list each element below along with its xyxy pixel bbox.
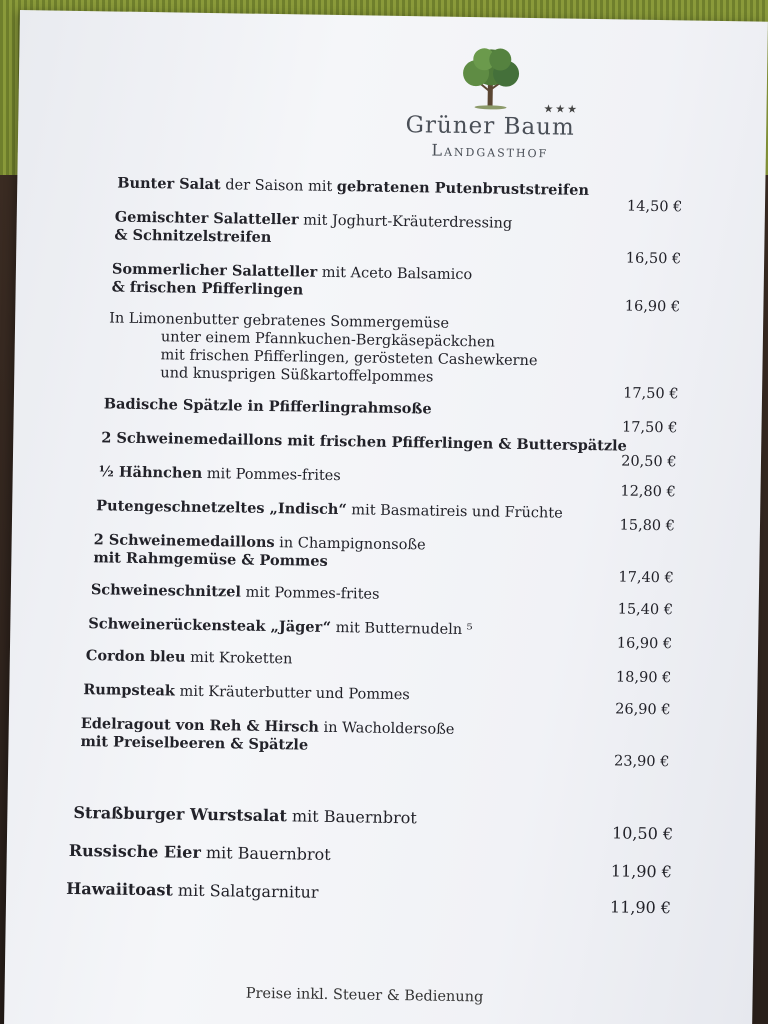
star-rating: ★★★: [543, 102, 580, 116]
menu-item: [10, 646, 710, 687]
dish-text: Russische Eier: [68, 840, 201, 862]
dish-price: 18,90 €: [615, 669, 672, 687]
dish-line: [96, 497, 566, 522]
restaurant-name: Grüner Baum ★★★: [405, 102, 580, 141]
dish-description: [101, 429, 627, 455]
menu-item: [12, 530, 712, 587]
menu-item: [14, 394, 714, 437]
dish-description: [117, 174, 590, 200]
dish-description: [91, 581, 561, 606]
tree-icon: [455, 45, 526, 112]
dish-text: Straßburger Wurstsalat: [73, 802, 288, 826]
menu-item: [15, 308, 715, 403]
dish-text: ½ Hähnchen: [98, 463, 203, 482]
dish-description: [80, 715, 551, 758]
dish-text: mit Pommes-frites: [202, 465, 341, 485]
menu-item: [11, 614, 711, 653]
dish-line: [66, 879, 536, 906]
dish-price: 17,40 €: [618, 569, 674, 587]
dish-line: [73, 803, 543, 830]
dish-description: [99, 463, 569, 488]
dish-line: [86, 647, 556, 672]
dish-line: [91, 581, 561, 606]
dish-line: [99, 463, 569, 488]
dish-text: Badische Spätzle in Pfifferlingrahmsoße: [103, 395, 432, 418]
dish-line: [117, 174, 590, 200]
dish-description: [114, 209, 585, 252]
dish-text: mit Basmatireis und Früchte: [346, 502, 563, 522]
dish-description: [69, 841, 539, 868]
dish-price: 11,90 €: [610, 861, 673, 882]
dish-price: 12,80 €: [620, 483, 676, 501]
menu-item: [8, 802, 708, 844]
dish-price: 14,50 €: [626, 198, 683, 216]
dish-description: [108, 309, 579, 388]
menu-item: [13, 428, 713, 471]
dish-text: mit Salatgarnitur: [172, 880, 319, 902]
dish-text: 2 Schweinemedaillons mit frischen Pfifferlingen & Butterspätzle: [101, 429, 627, 455]
menu-item: [6, 878, 706, 918]
menu-item: [17, 173, 717, 216]
menu-item: [16, 259, 716, 316]
dish-price: 16,90 €: [624, 298, 681, 316]
dish-price: 26,90 €: [615, 701, 671, 719]
dish-text: mit Bauernbrot: [200, 842, 331, 864]
dish-text: mit Pommes-frites: [240, 584, 380, 603]
dish-description: [93, 531, 564, 574]
dish-price: 15,80 €: [619, 517, 676, 535]
dish-text: in Wacholdersoße: [318, 719, 455, 738]
dish-text: mit Aceto Balsamico: [317, 264, 473, 284]
dish-text: In Limonenbutter gebratenes: [109, 310, 331, 330]
dish-text: mit Kräuterbutter und Pommes: [174, 683, 410, 704]
dish-text: unter einem Pfannkuchen-Bergkäsepäckchen: [160, 329, 496, 351]
dish-text: der Saison mit: [220, 177, 337, 195]
dish-text: Sommerlicher Salatteller: [111, 260, 318, 281]
menu-item: [9, 680, 709, 719]
dish-text: Hawaiitoast: [66, 878, 173, 900]
dish-text: Edelragout von Reh & Hirsch: [80, 715, 320, 736]
dish-text: mit Rahmgemüse & Pommes: [93, 549, 328, 570]
dish-text: und knusprigen Süßkartoffelpommes: [160, 365, 434, 386]
dish-price: 16,50 €: [625, 250, 682, 268]
menu-item: [17, 207, 717, 268]
dish-price: 23,90 €: [613, 753, 670, 771]
dish-text: Sommergemüse: [330, 313, 450, 332]
dish-price: 17,50 €: [621, 419, 678, 437]
dish-price: 15,40 €: [617, 601, 674, 619]
dish-text: mit Joghurt-Kräuterdressing: [298, 212, 513, 232]
dish-description: [86, 647, 556, 672]
dish-line: [101, 429, 627, 455]
dish-line: [83, 681, 553, 706]
dish-text: Gemischter Salatteller: [114, 208, 299, 229]
dish-text: & Schnitzelstreifen: [114, 226, 272, 246]
dish-text: & frischen Pfifferlingen: [111, 278, 304, 299]
menu-item: [7, 840, 707, 882]
dish-text: Putengeschnetzeltes „Indisch“: [96, 497, 347, 519]
restaurant-subtitle: Landgasthof: [431, 140, 549, 162]
dish-price: 16,90 €: [616, 635, 673, 653]
dish-description: [73, 803, 543, 830]
menu-item: [11, 580, 711, 619]
dish-text: gebratenen Putenbruststreifen: [336, 177, 590, 199]
dish-text: mit Bauernbrot: [286, 806, 417, 828]
dish-text: Cordon bleu: [85, 647, 186, 666]
dish-line: [88, 615, 558, 640]
menu-sheet: [4, 10, 768, 1024]
dish-text: 2 Schweinemedaillons: [93, 531, 275, 552]
dish-price: 11,90 €: [609, 897, 672, 918]
dish-description: [104, 395, 574, 420]
menu-item: [12, 496, 712, 535]
dish-description: [88, 615, 558, 640]
dish-description: [66, 879, 536, 906]
dish-text: in Champignonsoße: [274, 535, 426, 554]
dish-line: [104, 395, 574, 420]
dish-line: [69, 841, 539, 868]
dish-text: Schweineschnitzel: [90, 581, 242, 601]
dish-description: [112, 260, 583, 303]
menu-item: [13, 462, 713, 501]
dish-description: [83, 681, 553, 706]
dish-text: mit Kroketten: [185, 649, 293, 668]
dish-description: [96, 497, 566, 522]
restaurant-logo: [390, 44, 592, 162]
dish-text: mit Preiselbeeren & Spätzle: [80, 733, 309, 754]
menu-item: [9, 714, 709, 771]
dish-text: Bunter Salat: [117, 174, 221, 194]
dish-text: mit Butternudeln ⁵: [330, 619, 473, 639]
dish-text: mit frischen Pfifferlingen, gerösteten Cashewkerne: [160, 347, 538, 370]
dish-text: Rumpsteak: [83, 681, 176, 700]
dish-price: 17,50 €: [623, 385, 679, 403]
dish-price: 20,50 €: [621, 453, 677, 471]
dish-text: Schweinerückensteak „Jäger“: [88, 615, 332, 636]
dish-price: 10,50 €: [611, 823, 674, 844]
price-footnote: Preise inkl. Steuer & Bedienung: [245, 985, 484, 1006]
